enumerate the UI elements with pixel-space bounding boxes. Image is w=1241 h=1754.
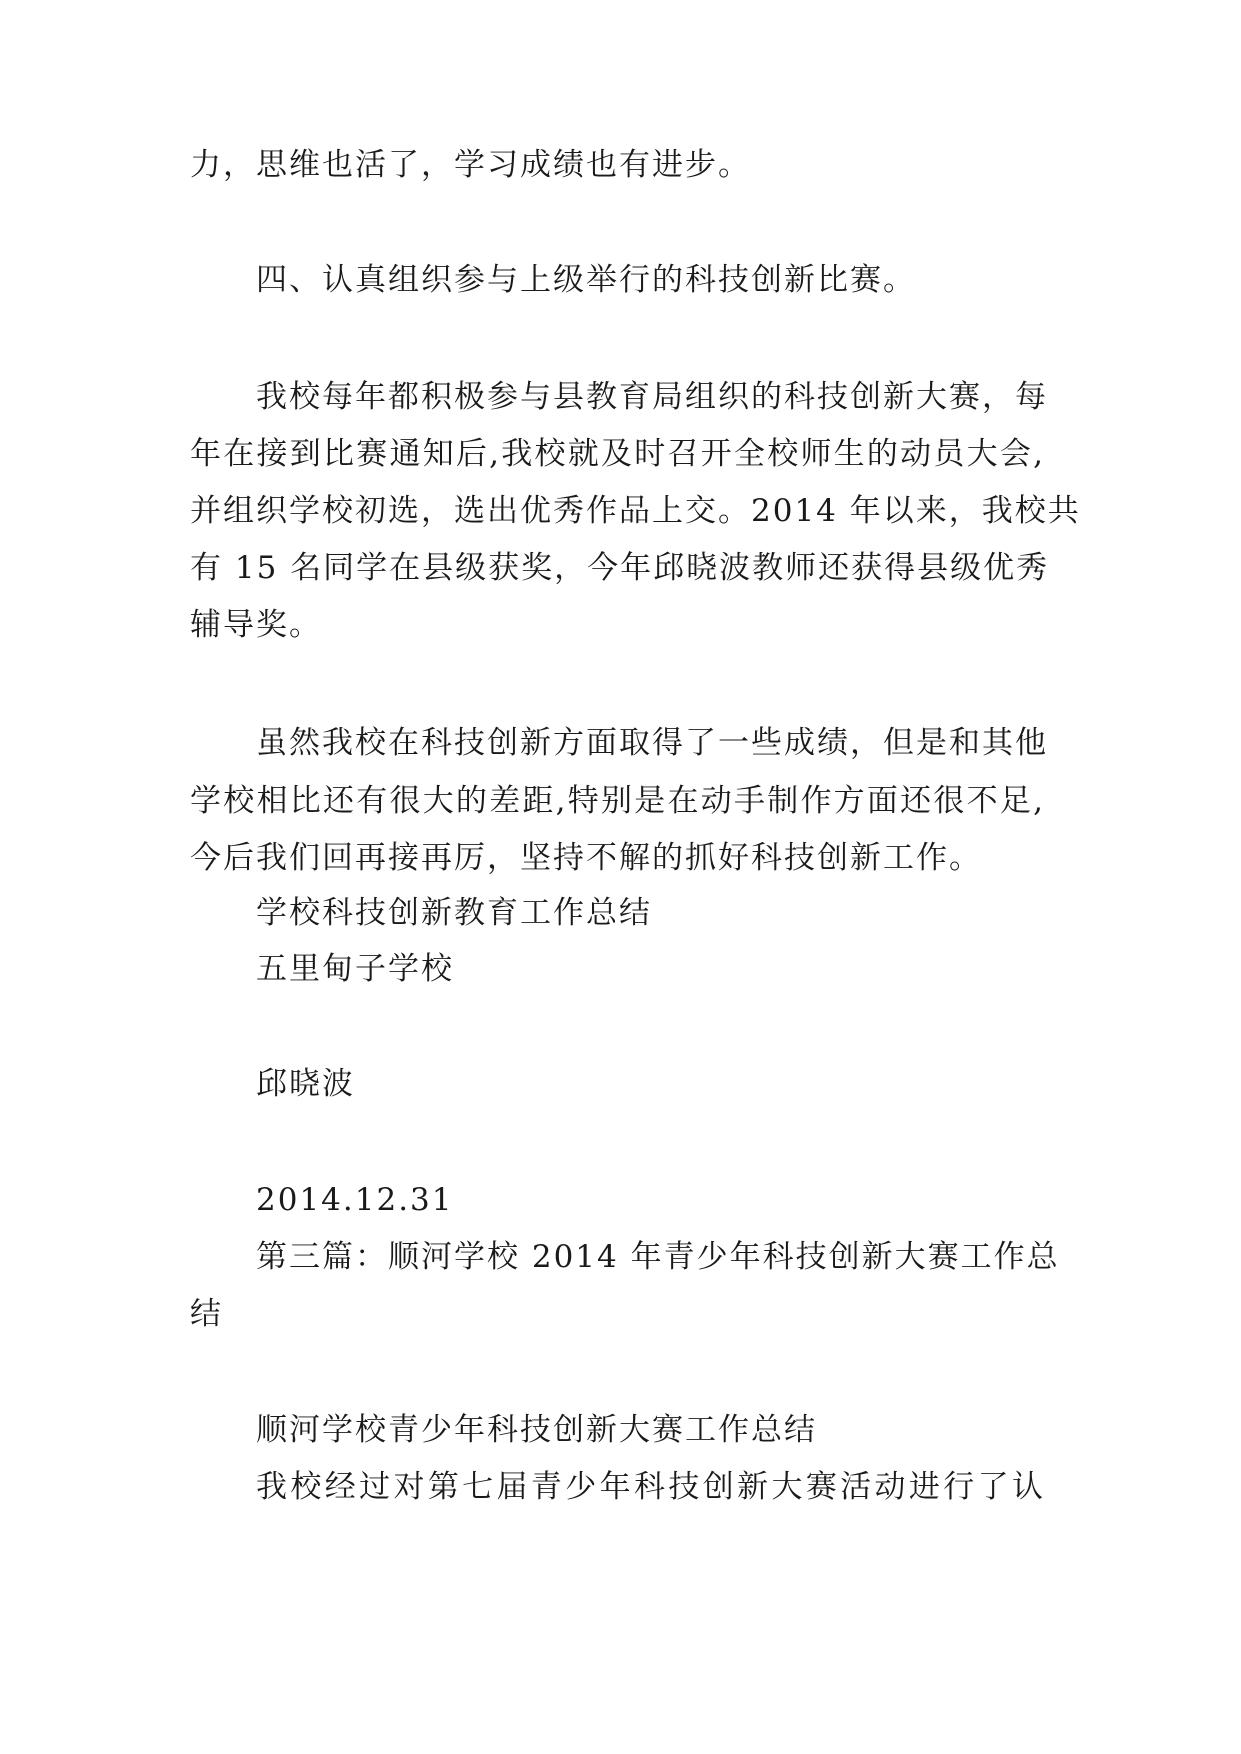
school-name: 五里甸子学校	[256, 951, 454, 987]
chapter-heading: 第三篇：顺河学校 2014 年青少年科技创新大赛工作总	[256, 1239, 1060, 1275]
paragraph-line: 力，思维也活了，学习成绩也有进步。	[190, 147, 751, 183]
document-date: 2014.12.31	[256, 1182, 454, 1218]
paragraph-line: 有 15 名同学在县级获奖，今年邱晓波教师还获得县级优秀	[190, 550, 1050, 586]
paragraph-line: 虽然我校在科技创新方面取得了一些成绩，但是和其他	[256, 725, 1048, 761]
paragraph-line: 我校每年都积极参与县教育局组织的科技创新大赛，每	[256, 379, 1048, 415]
document-title: 学校科技创新教育工作总结	[256, 895, 652, 931]
document-subtitle: 顺河学校青少年科技创新大赛工作总结	[256, 1412, 817, 1448]
paragraph-line: 今后我们回再接再厉，坚持不解的抓好科技创新工作。	[190, 840, 982, 876]
paragraph-line: 并组织学校初选，选出优秀作品上交。2014 年以来，我校共	[190, 493, 1081, 529]
paragraph-line: 年在接到比赛通知后,我校就及时召开全校师生的动员大会,	[190, 436, 1045, 472]
paragraph-line: 辅导奖。	[190, 607, 322, 643]
paragraph-line: 我校经过对第七届青少年科技创新大赛活动进行了认	[256, 1469, 1045, 1505]
section-heading: 四、认真组织参与上级举行的科技创新比赛。	[256, 262, 916, 298]
author-name: 邱晓波	[256, 1066, 355, 1102]
paragraph-line: 学校相比还有很大的差距,特别是在动手制作方面还很不足,	[190, 783, 1045, 819]
chapter-heading-cont: 结	[190, 1296, 223, 1332]
